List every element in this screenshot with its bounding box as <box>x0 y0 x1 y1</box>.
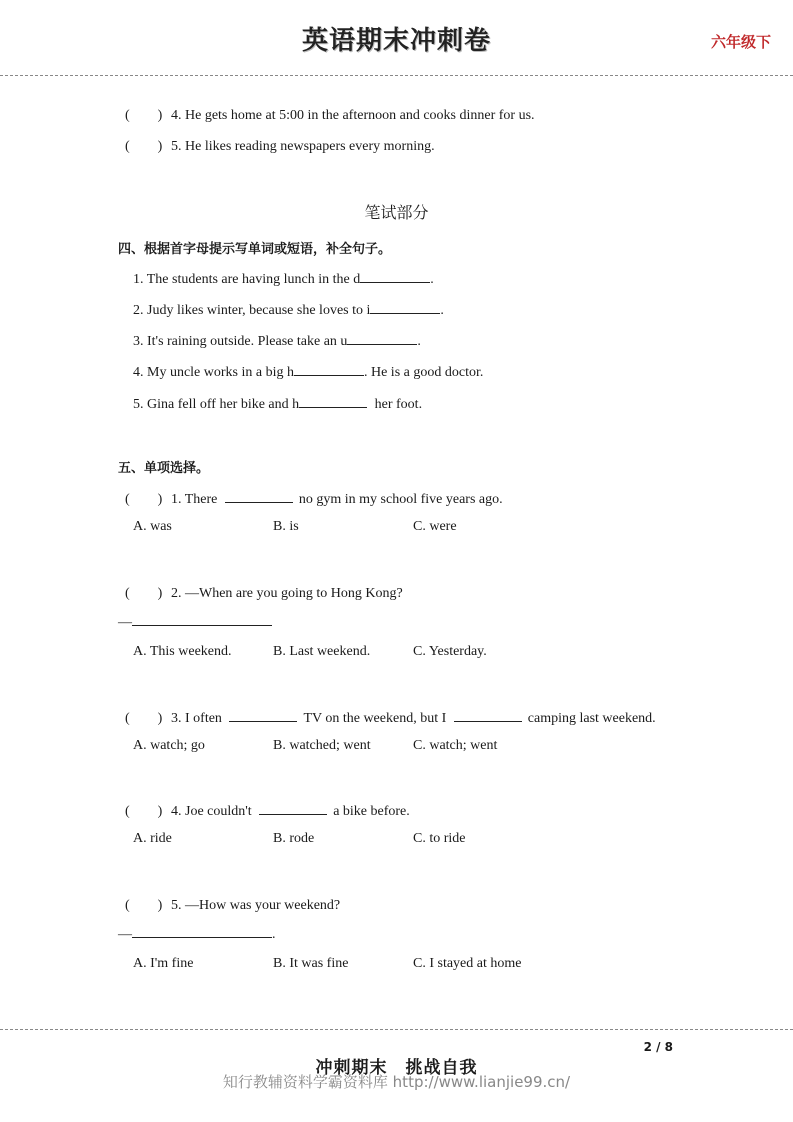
fill-blank[interactable] <box>299 395 367 408</box>
grade-label: 六年级下 <box>710 33 771 51</box>
answer-paren[interactable]: ( ) <box>125 492 163 507</box>
answer-paren[interactable]: ( ) <box>125 711 163 726</box>
option-c[interactable]: C. to ride <box>413 831 466 846</box>
fill-text-after: . <box>430 272 434 287</box>
written-part-heading: 笔试部分 <box>364 203 429 222</box>
option-b[interactable]: B. is <box>273 519 299 534</box>
option-a[interactable]: A. I'm fine <box>133 956 194 971</box>
answer-paren[interactable]: ( ) <box>125 108 163 123</box>
section5-heading: 五、单项选择。 <box>118 461 210 476</box>
option-c[interactable]: C. watch; went <box>413 738 498 753</box>
answer-paren[interactable]: ( ) <box>125 804 163 819</box>
answer-blank[interactable] <box>259 802 327 815</box>
option-c[interactable]: C. were <box>413 519 457 534</box>
fill-text-after: her foot. <box>371 397 423 412</box>
question-text: a bike before. <box>333 804 410 819</box>
option-a[interactable]: A. This weekend. <box>133 644 232 659</box>
fill-blank[interactable] <box>347 332 417 345</box>
answer-paren[interactable]: ( ) <box>125 586 163 601</box>
choice-question-1 <box>125 488 503 508</box>
question-text: 2. —When are you going to Hong Kong? <box>171 586 403 601</box>
fill-text-after: . <box>440 303 444 318</box>
choice-question-4 <box>125 800 410 820</box>
choice-question-2 <box>125 582 403 602</box>
watermark-text: 知行教辅资料学霸资料库 http://www.lianjie99.cn/ <box>222 1073 571 1091</box>
fill-text: 5. Gina fell off her bike and h <box>133 397 300 412</box>
option-b[interactable]: B. Last weekend. <box>273 644 371 659</box>
section4-heading: 四、根据首字母提示写单词或短语，补全句子。 <box>118 242 392 257</box>
option-c[interactable]: C. I stayed at home <box>413 956 522 971</box>
fill-blank[interactable] <box>370 301 440 314</box>
question-text: TV on the weekend, but I <box>303 711 447 726</box>
judge-text: 4. He gets home at 5:00 in the afternoon and cooks dinner for us. <box>171 108 535 123</box>
header-divider <box>0 75 793 76</box>
answer-blank[interactable] <box>454 709 522 722</box>
option-a[interactable]: A. watch; go <box>133 738 205 753</box>
fill-text: 3. It's raining outside. Please take an u <box>133 334 348 349</box>
answer-blank[interactable] <box>132 925 272 938</box>
fill-blank[interactable] <box>360 270 430 283</box>
fill-text: 1. The students are having lunch in the d <box>133 272 361 287</box>
fill-text: 4. My uncle works in a big h <box>133 365 294 380</box>
fill-item-5 <box>133 395 422 413</box>
page-number: 2 / 8 <box>643 1040 673 1054</box>
page-title: 英语期末冲刺卷 <box>301 26 491 56</box>
fill-text-after: . <box>417 334 421 349</box>
question-text: 3. I often <box>171 711 222 726</box>
option-b[interactable]: B. rode <box>273 831 315 846</box>
option-a[interactable]: A. ride <box>133 831 172 846</box>
fill-text-after: . He is a good doctor. <box>363 365 484 380</box>
option-c[interactable]: C. Yesterday. <box>413 644 487 659</box>
fill-item-1 <box>133 270 434 288</box>
fill-blank[interactable] <box>294 363 364 376</box>
fill-item-3 <box>133 332 421 350</box>
answer-blank[interactable] <box>225 490 293 503</box>
option-a[interactable]: A. was <box>133 519 172 534</box>
judge-item-5 <box>125 135 435 155</box>
question-text: 5. —How was your weekend? <box>171 898 341 913</box>
question-text: 1. There <box>171 492 218 507</box>
footer-divider <box>0 1029 793 1030</box>
footer-slogan: 冲刺期末 挑战自我 <box>315 1058 478 1078</box>
option-b[interactable]: B. It was fine <box>273 956 349 971</box>
choice-question-3 <box>125 707 656 727</box>
fill-item-2 <box>133 301 444 319</box>
question-text: 4. Joe couldn't <box>171 804 252 819</box>
answer-blank[interactable] <box>229 709 297 722</box>
answer-line-5 <box>118 925 276 943</box>
dash-mark: — <box>118 927 132 942</box>
option-b[interactable]: B. watched; went <box>273 738 371 753</box>
question-text: camping last weekend. <box>527 711 656 726</box>
answer-blank[interactable] <box>132 613 272 626</box>
answer-paren[interactable]: ( ) <box>125 139 163 154</box>
judge-item-4 <box>125 104 535 124</box>
answer-line-2 <box>118 613 272 631</box>
dash-mark: — <box>118 615 132 630</box>
answer-paren[interactable]: ( ) <box>125 898 163 913</box>
fill-item-4 <box>133 363 483 381</box>
choice-question-5 <box>125 894 340 914</box>
answer-end: . <box>272 927 276 942</box>
judge-text: 5. He likes reading newspapers every morning. <box>171 139 435 154</box>
fill-text: 2. Judy likes winter, because she loves to i <box>133 303 371 318</box>
question-text: no gym in my school five years ago. <box>298 492 503 507</box>
